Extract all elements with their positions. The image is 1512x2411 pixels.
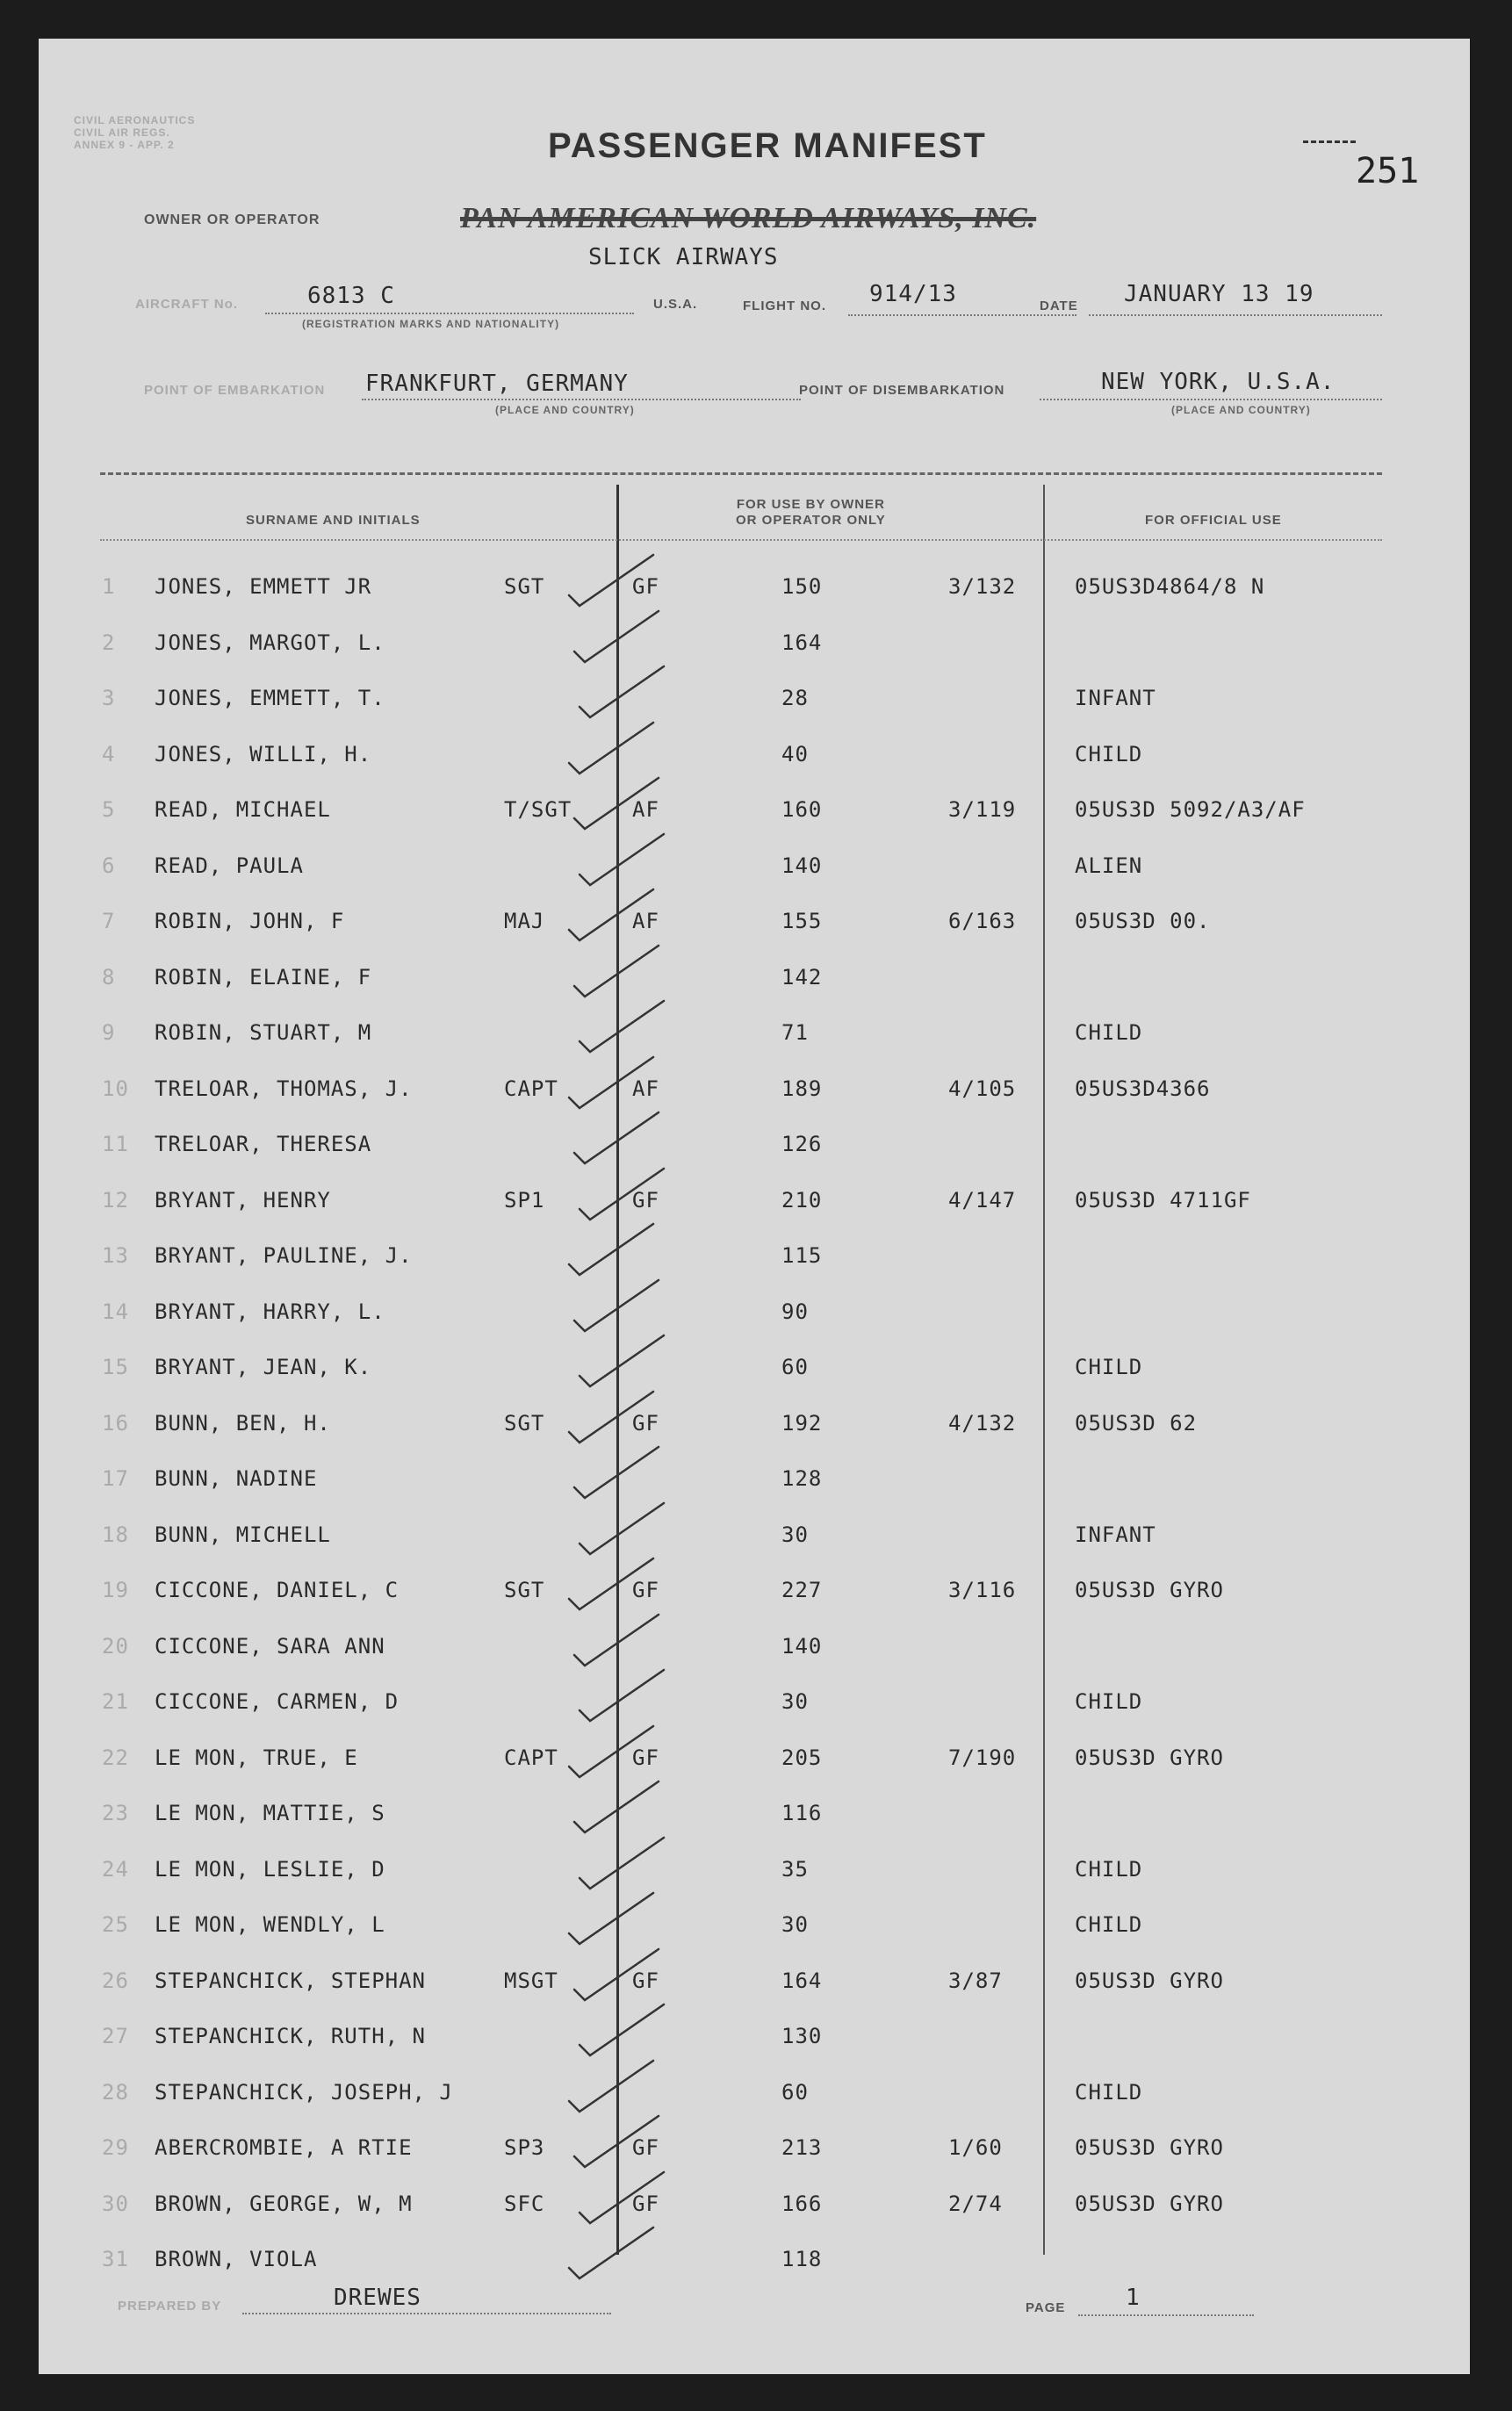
passenger-name: LE MON, WENDLY, L	[155, 1912, 385, 1937]
official-use: CHILD	[1075, 1020, 1143, 1045]
passenger-weight: 213	[781, 2135, 823, 2160]
official-use: 05US3D GYRO	[1075, 2135, 1224, 2160]
prepared-by-value: DREWES	[334, 2285, 421, 2311]
flight-value: 914/13	[869, 281, 957, 307]
passenger-reference: 4/105	[948, 1076, 1017, 1101]
col-header-owner-line: FOR USE BY OWNER	[736, 497, 885, 512]
passenger-weight: 115	[781, 1243, 823, 1268]
passenger-name: BRYANT, HARRY, L.	[155, 1299, 385, 1324]
official-use: 05US3D GYRO	[1075, 1968, 1224, 1993]
passenger-weight: 150	[781, 574, 823, 599]
passenger-name: CICCONE, SARA ANN	[155, 1633, 385, 1659]
check-mark-icon	[572, 996, 669, 1057]
table-row	[39, 1634, 1470, 1687]
official-use: 05US3D 4711GF	[1075, 1187, 1251, 1213]
check-mark-icon	[572, 1163, 669, 1225]
passenger-branch: GF	[632, 1187, 659, 1213]
table-row	[39, 742, 1470, 795]
row-number: 7	[102, 909, 116, 933]
table-row	[39, 1020, 1470, 1073]
passenger-branch: AF	[632, 1076, 659, 1101]
passenger-name: JONES, MARGOT, L.	[155, 630, 385, 655]
row-number: 12	[102, 1187, 129, 1213]
passenger-weight: 60	[781, 1355, 809, 1379]
check-mark-icon	[572, 1665, 669, 1726]
passenger-reference: 3/87	[948, 1968, 1003, 1993]
table-row	[39, 1745, 1470, 1798]
passenger-weight: 210	[781, 1187, 823, 1213]
check-mark-icon	[562, 1052, 659, 1113]
passenger-name: ABERCROMBIE, A RTIE	[155, 2135, 413, 2160]
row-number: 24	[102, 1856, 129, 1882]
usa-label: U.S.A.	[653, 297, 698, 312]
official-use: CHILD	[1075, 1856, 1143, 1882]
passenger-rank: SP3	[504, 2135, 545, 2160]
manifest-sheet	[39, 39, 1470, 2374]
table-row	[39, 853, 1470, 906]
check-mark-icon	[572, 1832, 669, 1894]
table-row	[39, 1801, 1470, 1853]
passenger-weight: 189	[781, 1076, 823, 1101]
passenger-rank: SFC	[504, 2191, 545, 2216]
row-number: 29	[102, 2135, 129, 2160]
passenger-branch: AF	[632, 797, 659, 822]
aircraft-rule	[265, 313, 634, 314]
owner-operator-label: OWNER OR OPERATOR	[144, 212, 320, 227]
page-number: 251	[1356, 151, 1420, 191]
check-mark-icon	[567, 940, 664, 1002]
passenger-branch: GF	[632, 1410, 659, 1436]
table-row	[39, 1689, 1470, 1742]
official-use: 05US3D 5092/A3/AF	[1075, 797, 1306, 822]
table-row	[39, 1299, 1470, 1352]
table-row	[39, 574, 1470, 627]
passenger-reference: 7/190	[948, 1745, 1017, 1770]
passenger-weight: 164	[781, 1968, 823, 1993]
row-number: 8	[102, 964, 116, 990]
passenger-rank: CAPT	[504, 1745, 558, 1770]
header-bottom-rule	[100, 539, 1382, 541]
passenger-weight: 155	[781, 909, 823, 933]
table-row	[39, 965, 1470, 1018]
check-mark-icon	[567, 2111, 664, 2172]
embarkation-hint: (PLACE AND COUNTRY)	[495, 404, 635, 416]
passenger-weight: 71	[781, 1020, 809, 1045]
row-number: 14	[102, 1299, 129, 1324]
check-mark-icon	[567, 606, 664, 667]
table-row	[39, 909, 1470, 961]
aircraft-value: 6813 C	[307, 283, 395, 309]
passenger-branch: GF	[632, 2191, 659, 2216]
aircraft-label: AIRCRAFT No.	[135, 297, 238, 312]
check-mark-icon	[562, 550, 659, 611]
corner-mark	[1303, 140, 1356, 143]
passenger-weight: 160	[781, 797, 823, 822]
check-mark-icon	[562, 2222, 659, 2284]
passenger-name: BRYANT, JEAN, K.	[155, 1355, 372, 1379]
passenger-name: ROBIN, JOHN, F	[155, 909, 345, 933]
official-use: 05US3D GYRO	[1075, 1578, 1224, 1602]
passenger-weight: 164	[781, 630, 823, 655]
passenger-name: JONES, EMMETT JR	[155, 574, 372, 599]
passenger-branch: GF	[632, 1745, 659, 1770]
passenger-name: BROWN, VIOLA	[155, 2247, 318, 2271]
passenger-name: BUNN, MICHELL	[155, 1522, 331, 1547]
table-row	[39, 630, 1470, 683]
row-number: 22	[102, 1745, 129, 1770]
passenger-rank: SGT	[504, 1410, 545, 1436]
passenger-rank: SGT	[504, 574, 545, 599]
passenger-rank: MAJ	[504, 909, 545, 933]
official-use: INFANT	[1075, 686, 1156, 710]
official-use: 05US3D4366	[1075, 1076, 1211, 1101]
embarkation-value: FRANKFURT, GERMANY	[365, 371, 629, 397]
operator-struck-text: PAN AMERICAN WORLD AIRWAYS, INC.	[460, 202, 1037, 234]
passenger-name: CICCONE, CARMEN, D	[155, 1689, 400, 1714]
check-mark-icon	[562, 1721, 659, 1782]
row-number: 23	[102, 1801, 129, 1825]
official-use: CHILD	[1075, 741, 1143, 766]
page-value: 1	[1126, 2285, 1141, 2311]
row-number: 19	[102, 1578, 129, 1602]
row-number: 13	[102, 1243, 129, 1268]
passenger-name: STEPANCHICK, RUTH, N	[155, 2024, 426, 2048]
row-number: 25	[102, 1912, 129, 1937]
registration-hint: (REGISTRATION MARKS AND NATIONALITY)	[302, 318, 560, 330]
passenger-weight: 30	[781, 1689, 809, 1714]
table-row	[39, 2080, 1470, 2133]
form-ref-line: CIVIL AERONAUTICS	[74, 114, 196, 126]
table-row	[39, 1188, 1470, 1241]
check-mark-icon	[572, 2167, 669, 2228]
row-number: 17	[102, 1466, 129, 1491]
table-row	[39, 1076, 1470, 1129]
table-row	[39, 1578, 1470, 1630]
check-mark-icon	[562, 884, 659, 946]
official-use: 05US3D GYRO	[1075, 1745, 1224, 1770]
passenger-name: ROBIN, ELAINE, F	[155, 964, 372, 990]
check-mark-icon	[567, 1442, 664, 1503]
check-mark-icon	[567, 1107, 664, 1169]
passenger-rank: SGT	[504, 1578, 545, 1602]
passenger-name: TRELOAR, THERESA	[155, 1132, 372, 1156]
check-mark-icon	[562, 1386, 659, 1448]
passenger-reference: 4/132	[948, 1410, 1017, 1436]
official-use: INFANT	[1075, 1522, 1156, 1547]
col-header-owner	[736, 497, 886, 529]
passenger-rank: SP1	[504, 1187, 545, 1213]
passenger-name: STEPANCHICK, JOSEPH, J	[155, 2079, 453, 2105]
passenger-weight: 35	[781, 1856, 809, 1882]
form-reference	[74, 114, 195, 151]
passenger-reference: 1/60	[948, 2135, 1003, 2160]
passenger-name: BUNN, NADINE	[155, 1466, 318, 1491]
passenger-weight: 140	[781, 1633, 823, 1659]
check-mark-icon	[567, 1609, 664, 1671]
row-number: 11	[102, 1132, 129, 1156]
row-number: 5	[102, 797, 116, 822]
form-ref-line: CIVIL AIR REGS.	[74, 126, 170, 139]
passenger-name: TRELOAR, THOMAS, J.	[155, 1076, 413, 1101]
passenger-name: CICCONE, DANIEL, C	[155, 1578, 400, 1602]
official-use: 05US3D4864/8 N	[1075, 574, 1265, 599]
official-use: 05US3D 62	[1075, 1410, 1198, 1436]
passenger-weight: 30	[781, 1522, 809, 1547]
passenger-weight: 142	[781, 964, 823, 990]
date-label: DATE	[1040, 299, 1078, 313]
passenger-branch: GF	[632, 1968, 659, 1993]
official-use: CHILD	[1075, 1689, 1143, 1714]
embarkation-rule	[362, 399, 801, 400]
check-mark-icon	[572, 1330, 669, 1392]
check-mark-icon	[562, 717, 659, 779]
row-number: 21	[102, 1689, 129, 1714]
col-header-owner-line: OR OPERATOR ONLY	[736, 513, 886, 528]
row-number: 9	[102, 1020, 116, 1045]
flight-label: FLIGHT NO.	[743, 299, 826, 313]
row-number: 6	[102, 853, 116, 878]
passenger-reference: 4/147	[948, 1187, 1017, 1213]
passenger-name: BRYANT, PAULINE, J.	[155, 1243, 413, 1268]
passenger-weight: 227	[781, 1578, 823, 1602]
disembarkation-label: POINT OF DISEMBARKATION	[799, 383, 1005, 398]
passenger-weight: 118	[781, 2247, 823, 2271]
official-use: CHILD	[1075, 1912, 1143, 1937]
passenger-reference: 3/132	[948, 574, 1017, 599]
row-number: 18	[102, 1522, 129, 1547]
official-use: CHILD	[1075, 1355, 1143, 1379]
row-number: 3	[102, 686, 116, 710]
table-top-rule	[100, 472, 1382, 475]
row-number: 1	[102, 574, 116, 599]
page-rule	[1078, 2314, 1254, 2316]
passenger-name: BRYANT, HENRY	[155, 1187, 331, 1213]
passenger-name: STEPANCHICK, STEPHAN	[155, 1968, 426, 1993]
passenger-name: JONES, WILLI, H.	[155, 741, 372, 766]
passenger-name: READ, PAULA	[155, 853, 304, 878]
check-mark-icon	[567, 1776, 664, 1838]
passenger-weight: 60	[781, 2079, 809, 2105]
passenger-reference: 6/163	[948, 909, 1017, 933]
table-row	[39, 1522, 1470, 1575]
check-mark-icon	[572, 829, 669, 890]
disembarkation-rule	[1040, 399, 1382, 400]
passenger-name: BROWN, GEORGE, W, M	[155, 2191, 413, 2216]
col-header-official: FOR OFFICIAL USE	[1145, 513, 1282, 528]
check-mark-icon	[562, 2055, 659, 2117]
flight-rule	[848, 314, 1076, 316]
date-value: JANUARY 13 19	[1124, 281, 1314, 307]
check-mark-icon	[567, 773, 664, 834]
passenger-weight: 116	[781, 1801, 823, 1825]
row-number: 28	[102, 2079, 129, 2105]
row-number: 30	[102, 2191, 129, 2216]
passenger-weight: 130	[781, 2024, 823, 2048]
row-number: 26	[102, 1968, 129, 1993]
table-row	[39, 2024, 1470, 2076]
row-number: 31	[102, 2247, 129, 2271]
table-row	[39, 1466, 1470, 1519]
check-mark-icon	[567, 1275, 664, 1336]
row-number: 15	[102, 1355, 129, 1379]
passenger-name: BUNN, BEN, H.	[155, 1410, 331, 1436]
table-row	[39, 1968, 1470, 2021]
check-mark-icon	[572, 661, 669, 723]
prepared-by-label: PREPARED BY	[118, 2299, 222, 2314]
passenger-weight: 140	[781, 853, 823, 878]
check-mark-icon	[567, 1944, 664, 2005]
disembarkation-hint: (PLACE AND COUNTRY)	[1171, 404, 1311, 416]
passenger-weight: 28	[781, 686, 809, 710]
passenger-branch: GF	[632, 1578, 659, 1602]
check-mark-icon	[572, 1498, 669, 1559]
table-row	[39, 686, 1470, 738]
passenger-name: READ, MICHAEL	[155, 797, 331, 822]
form-ref-line: ANNEX 9 - APP. 2	[74, 139, 175, 151]
passenger-rank: T/SGT	[504, 797, 572, 822]
passenger-weight: 128	[781, 1466, 823, 1491]
passenger-weight: 205	[781, 1745, 823, 1770]
passenger-weight: 126	[781, 1132, 823, 1156]
passenger-name: LE MON, MATTIE, S	[155, 1801, 385, 1825]
passenger-reference: 3/119	[948, 797, 1017, 822]
table-row	[39, 1243, 1470, 1296]
row-number: 27	[102, 2024, 129, 2048]
passenger-name: ROBIN, STUART, M	[155, 1020, 372, 1045]
date-rule	[1089, 314, 1382, 316]
page-title: PASSENGER MANIFEST	[548, 126, 987, 165]
table-row	[39, 1857, 1470, 1910]
table-row	[39, 1355, 1470, 1407]
table-row	[39, 1912, 1470, 1965]
passenger-weight: 90	[781, 1299, 809, 1324]
passenger-reference: 2/74	[948, 2191, 1003, 2216]
passenger-weight: 192	[781, 1410, 823, 1436]
passenger-rank: MSGT	[504, 1968, 558, 1993]
row-number: 20	[102, 1633, 129, 1659]
table-row	[39, 2191, 1470, 2244]
embarkation-label: POINT OF EMBARKATION	[144, 383, 326, 398]
prepared-by-rule	[242, 2313, 611, 2314]
passenger-name: JONES, EMMETT, T.	[155, 686, 385, 710]
check-mark-icon	[562, 1219, 659, 1280]
passenger-weight: 30	[781, 1912, 809, 1937]
passenger-name: LE MON, TRUE, E	[155, 1745, 358, 1770]
passenger-rank: CAPT	[504, 1076, 558, 1101]
official-use: 05US3D 00.	[1075, 909, 1211, 933]
official-use: ALIEN	[1075, 853, 1143, 878]
table-row	[39, 1132, 1470, 1184]
passenger-branch: GF	[632, 2135, 659, 2160]
passenger-branch: GF	[632, 574, 659, 599]
page-label: PAGE	[1026, 2300, 1066, 2315]
table-row	[39, 2135, 1470, 2188]
operator-name: SLICK AIRWAYS	[588, 244, 779, 270]
table-row	[39, 2247, 1470, 2299]
official-use: CHILD	[1075, 2079, 1143, 2105]
check-mark-icon	[572, 1999, 669, 2061]
passenger-weight: 40	[781, 741, 809, 766]
passenger-weight: 166	[781, 2191, 823, 2216]
disembarkation-value: NEW YORK, U.S.A.	[1101, 369, 1336, 395]
check-mark-icon	[562, 1553, 659, 1615]
row-number: 16	[102, 1410, 129, 1436]
row-number: 10	[102, 1076, 129, 1101]
col-header-surname: SURNAME AND INITIALS	[246, 513, 421, 528]
passenger-name: LE MON, LESLIE, D	[155, 1856, 385, 1882]
table-row	[39, 797, 1470, 850]
passenger-branch: AF	[632, 909, 659, 933]
passenger-reference: 3/116	[948, 1578, 1017, 1602]
row-number: 4	[102, 741, 116, 766]
table-row	[39, 1411, 1470, 1464]
official-use: 05US3D GYRO	[1075, 2191, 1224, 2216]
row-number: 2	[102, 630, 116, 655]
check-mark-icon	[562, 1888, 659, 1949]
